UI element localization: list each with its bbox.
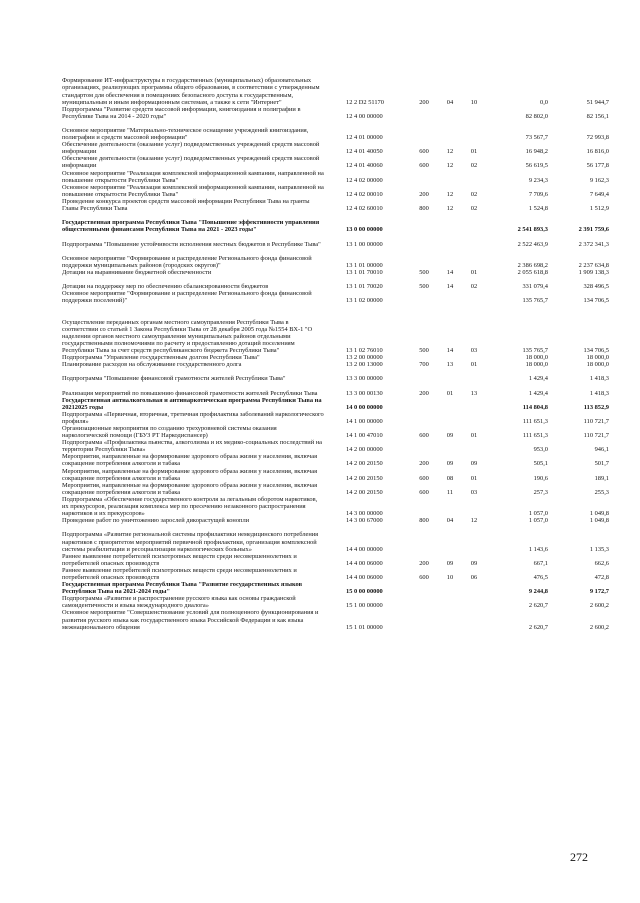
row-amount-2023: 82 156,1 [586, 112, 609, 120]
row-description: Основное мероприятие "Формирование и распределение Регионального фонда финансовой поддержки муниципальных районов (городских округов)" [62, 254, 312, 269]
row-amount-2023: 1 512,9 [589, 205, 609, 213]
row-code: 15 1 01 00000 [346, 623, 383, 631]
row-amount-2022: 82 802,0 [525, 112, 548, 120]
row-amount-2022: 135 765,7 [522, 346, 548, 354]
row-expense-type: 500 [419, 346, 429, 354]
row-code: 12 4 02 00000 [346, 176, 383, 184]
row-code: 13 2 00 00000 [346, 354, 383, 362]
row-code: 15 0 00 00000 [346, 588, 383, 596]
table-row [0, 276, 640, 290]
row-expense-type: 800 [419, 205, 429, 213]
row-amount-2023: 110 721,7 [583, 432, 609, 440]
table-row [0, 581, 640, 595]
row-amount-2022: 111 651,3 [522, 417, 548, 425]
row-code: 15 1 00 00000 [346, 602, 383, 610]
row-amount-2022: 2 620,7 [528, 602, 548, 610]
row-section: 12 [446, 190, 454, 198]
row-amount-2023: 1 909 138,3 [578, 268, 609, 276]
row-code: 12 4 00 00000 [346, 112, 383, 120]
row-code: 14 1 00 47010 [346, 432, 383, 440]
row-description: Раннее выявление потребителей психотропных веществ среди несовершеннолетних и потребителей опасных производств [62, 566, 297, 581]
row-section: 14 [446, 346, 454, 354]
row-amount-2022: 16 948,2 [525, 148, 548, 156]
row-amount-2022: 56 619,5 [525, 162, 548, 170]
row-code: 13 1 01 70010 [346, 268, 383, 276]
row-amount-2022: 0,0 [540, 98, 548, 106]
row-subsection: 01 [470, 361, 478, 369]
row-amount-2022: 135 765,7 [522, 297, 548, 305]
row-section: 04 [446, 98, 454, 106]
row-section: 12 [446, 162, 454, 170]
table-row [0, 453, 640, 467]
row-subsection: 02 [470, 205, 478, 213]
table-row [0, 233, 640, 247]
page-number: 272 [570, 850, 588, 864]
row-code: 14 2 00 20150 [346, 474, 383, 482]
row-amount-2023: 110 721,7 [583, 417, 609, 425]
row-amount-2023: 1 135,3 [589, 545, 609, 553]
row-description: Основное мероприятие "Совершенствование условий для полноценного функционирования и развития русского языка как государственного языка Российской Федерации и как языка межнационального общения [62, 609, 319, 631]
row-amount-2023: 2 237 634,8 [578, 261, 609, 269]
row-description: Мероприятия, направленные на формирование здорового образа жизни у населения, включая сокращение потребления алкоголя и табака [62, 481, 318, 496]
row-amount-2023: 189,1 [594, 474, 609, 482]
row-code: 13 1 02 76010 [346, 346, 383, 354]
table-row [0, 304, 640, 354]
table-row [0, 517, 640, 524]
row-amount-2022: 2 522 463,9 [517, 240, 548, 248]
row-section: 09 [446, 460, 454, 468]
table-row [0, 468, 640, 482]
row-code: 12 4 02 60010 [346, 205, 383, 213]
table-row [0, 368, 640, 382]
row-amount-2023: 18 000,0 [586, 354, 609, 362]
row-amount-2023: 2 372 341,3 [578, 240, 609, 248]
row-description: Проведение работ по уничтожению зарослей дикорастущей конопли [62, 517, 250, 525]
table-row [0, 397, 640, 411]
row-amount-2023: 2 600,2 [589, 602, 609, 610]
row-subsection: 13 [470, 389, 478, 397]
row-description: Государственная антиалкогольная и антинаркотическая программа Республики Тыва на 20212025 годы [62, 396, 322, 411]
row-expense-type: 600 [419, 474, 429, 482]
row-code: 14 3 00 67000 [346, 517, 383, 525]
row-amount-2023: 1 049,8 [589, 517, 609, 525]
row-amount-2022: 2 541 893,3 [517, 226, 548, 234]
row-description: Государственная программа Республики Тыва "Развитие государственных языков Республики Тыва на 2021-2024 годы" [62, 581, 303, 596]
row-amount-2022: 257,3 [533, 488, 548, 496]
table-row [0, 120, 640, 141]
row-description: Основное мероприятие "Реализация комплексной информационной кампании, направленной на повышение открытости Республики Тыва" [62, 169, 324, 184]
row-amount-2023: 472,8 [594, 573, 609, 581]
row-amount-2022: 18 000,0 [525, 361, 548, 369]
table-row [0, 425, 640, 439]
row-amount-2022: 1 524,8 [528, 205, 548, 213]
row-code: 13 2 00 13000 [346, 361, 383, 369]
row-amount-2022: 2 620,7 [528, 623, 548, 631]
row-amount-2023: 1 049,8 [589, 510, 609, 518]
row-description: Подпрограмма «Развитие региональной системы профилактики немедицинского потребления наркотиков с приоритетом мероприятий первичной профилактики, организация комплексной системы реабилитации и ресоциализации наркологических больных» [62, 531, 319, 553]
row-amount-2023: 2 391 759,6 [578, 226, 609, 234]
row-amount-2023: 134 706,5 [583, 346, 609, 354]
table-row [0, 184, 640, 198]
row-code: 14 4 00 06000 [346, 573, 383, 581]
row-amount-2022: 9 234,3 [528, 176, 548, 184]
table-row [0, 269, 640, 276]
row-amount-2022: 505,1 [533, 460, 548, 468]
row-amount-2023: 255,3 [594, 488, 609, 496]
row-amount-2022: 111 651,3 [522, 432, 548, 440]
row-section: 14 [446, 268, 454, 276]
table-row [0, 198, 640, 212]
row-description: Подпрограмма "Управление государственным долгом Республики Тыва" [62, 354, 260, 362]
row-subsection: 10 [470, 98, 478, 106]
row-description: Осуществление переданных органам местного самоуправления Республики Тыва в соответствии со статьей 1 Закона Республики Тыва от 28 декабря 2005 года №1554 ВХ-1 "О наделении органов местного самоуправления муниципальных районов отдельными государственными полномочиями по расчету и предоставлению дотаций поселениям Республики Тыва за счет средств республиканского бюджета Республики Тыва" [62, 318, 313, 354]
row-amount-2023: 134 706,5 [583, 297, 609, 305]
row-code: 13 3 00 00130 [346, 389, 383, 397]
row-amount-2022: 2 386 698,2 [517, 261, 548, 269]
row-description: Подпрограмма "Повышение финансовой грамотности жителей Республики Тыва" [62, 375, 286, 383]
row-subsection: 01 [470, 432, 478, 440]
row-description: Основное мероприятие "Реализация комплексной информационной кампании, направленной на повышение открытости Республики Тыва" [62, 183, 324, 198]
row-section: 08 [446, 474, 454, 482]
row-code: 14 3 00 00000 [346, 510, 383, 518]
row-expense-type: 600 [419, 488, 429, 496]
row-code: 14 4 00 00000 [346, 545, 383, 553]
table-row [0, 439, 640, 453]
row-code: 12 4 01 00000 [346, 134, 383, 142]
row-amount-2023: 7 649,4 [589, 190, 609, 198]
row-amount-2022: 2 055 618,8 [517, 268, 548, 276]
row-description: Подпрограмма «Профилактика пьянства, алкоголизма и их медико-социальных последствий на территории Республики Тыва» [62, 439, 322, 454]
row-amount-2023: 9 172,7 [589, 588, 609, 596]
row-amount-2023: 51 944,7 [586, 98, 609, 106]
row-amount-2022: 18 000,0 [525, 354, 548, 362]
table-row [0, 553, 640, 567]
row-amount-2023: 16 816,0 [586, 148, 609, 156]
row-description: Подпрограмма «Первичная, вторичная, третичная профилактика заболеваний наркологического профиля» [62, 410, 324, 425]
table-row [0, 248, 640, 269]
table-row [0, 212, 640, 233]
row-code: 12 4 02 00010 [346, 190, 383, 198]
row-subsection: 02 [470, 283, 478, 291]
row-subsection: 01 [470, 474, 478, 482]
row-description: Мероприятия, направленные на формирование здорового образа жизни у населения, включая сокращение потребления алкоголя и табака [62, 453, 318, 468]
row-expense-type: 200 [419, 460, 429, 468]
table-row [0, 609, 640, 630]
table-row [0, 141, 640, 155]
row-subsection: 01 [470, 148, 478, 156]
row-amount-2022: 476,5 [533, 573, 548, 581]
row-amount-2022: 190,6 [533, 474, 548, 482]
row-code: 14 2 00 20150 [346, 460, 383, 468]
table-row [0, 524, 640, 552]
row-amount-2023: 56 177,8 [586, 162, 609, 170]
row-amount-2023: 18 000,0 [586, 361, 609, 369]
row-section: 12 [446, 148, 454, 156]
row-section: 12 [446, 205, 454, 213]
row-amount-2022: 331 079,4 [522, 283, 548, 291]
row-amount-2022: 1 057,0 [528, 510, 548, 518]
row-section: 10 [446, 573, 454, 581]
row-expense-type: 200 [419, 98, 429, 106]
row-subsection: 12 [470, 517, 478, 525]
row-expense-type: 700 [419, 361, 429, 369]
row-code: 13 1 01 70020 [346, 283, 383, 291]
row-code: 14 2 00 00000 [346, 446, 383, 454]
row-section: 13 [446, 361, 454, 369]
row-subsection: 02 [470, 190, 478, 198]
row-code: 12 4 01 40050 [346, 148, 383, 156]
row-amount-2022: 114 804,8 [522, 403, 548, 411]
row-amount-2022: 9 244,8 [528, 588, 548, 596]
row-amount-2022: 7 709,6 [528, 190, 548, 198]
row-code: 13 1 00 00000 [346, 240, 383, 248]
row-amount-2023: 946,1 [594, 446, 609, 454]
table-row [0, 290, 640, 304]
row-amount-2023: 501,7 [594, 460, 609, 468]
row-subsection: 06 [470, 573, 478, 581]
row-amount-2022: 1 143,6 [528, 545, 548, 553]
row-description: Обеспечение деятельности (оказание услуг) подведомственных учреждений средств массовой информации [62, 155, 320, 170]
budget-table [0, 56, 640, 631]
row-section: 09 [446, 432, 454, 440]
row-description: Планирование расходов на обслуживание государственного долга [62, 361, 242, 369]
row-description: Подпрограмма «Обеспечение государственного контроля за легальным оборотом наркотиков, их прекурсоров, реализация комплекса мер по пресечению незаконного распространения наркотиков и их прекурсоров» [62, 495, 318, 518]
row-section: 04 [446, 517, 454, 525]
table-row [0, 56, 640, 106]
row-expense-type: 800 [419, 517, 429, 525]
row-code: 12 2 D2 51170 [346, 98, 384, 106]
row-amount-2023: 9 162,3 [589, 176, 609, 184]
row-subsection: 03 [470, 346, 478, 354]
table-row [0, 155, 640, 169]
row-expense-type: 500 [419, 268, 429, 276]
row-amount-2023: 1 418,3 [589, 375, 609, 383]
row-code: 14 0 00 00000 [346, 403, 383, 411]
row-code: 13 0 00 00000 [346, 226, 383, 234]
row-section: 01 [446, 389, 454, 397]
table-row [0, 106, 640, 120]
row-description: Государственная программа Республики Тыва "Повышение эффективности управления общественными финансами Республики Тыва на 2021 - 2023 годы" [62, 219, 320, 234]
row-code: 14 4 00 06000 [346, 559, 383, 567]
row-code: 12 4 01 40060 [346, 162, 383, 170]
row-description: Дотации на поддержку мер по обеспечению сбалансированности бюджетов [62, 283, 269, 291]
row-amount-2023: 72 993,8 [586, 134, 609, 142]
row-expense-type: 200 [419, 190, 429, 198]
row-description: Проведение конкурса проектов средств массовой информации Республики Тыва на гранты Главы Республики Тыва [62, 197, 310, 213]
row-amount-2023: 2 600,2 [589, 623, 609, 631]
row-amount-2022: 1 429,4 [528, 389, 548, 397]
row-description: Реализация мероприятий по повышению финансовой грамотности жителей Республики Тыва [62, 389, 318, 397]
row-expense-type: 500 [419, 283, 429, 291]
row-expense-type: 200 [419, 559, 429, 567]
row-subsection: 03 [470, 488, 478, 496]
row-expense-type: 600 [419, 148, 429, 156]
row-subsection: 01 [470, 268, 478, 276]
row-amount-2023: 113 852,9 [583, 403, 609, 411]
table-row [0, 496, 640, 517]
row-code: 13 3 00 00000 [346, 375, 383, 383]
table-row [0, 382, 640, 396]
row-amount-2022: 953,0 [533, 446, 548, 454]
row-code: 14 2 00 20150 [346, 488, 383, 496]
row-amount-2023: 662,6 [594, 559, 609, 567]
row-subsection: 09 [470, 559, 478, 567]
table-row [0, 411, 640, 425]
table-row [0, 567, 640, 581]
table-row [0, 595, 640, 609]
table-row [0, 361, 640, 368]
row-amount-2022: 667,1 [533, 559, 548, 567]
row-description: Формирование ИТ-инфраструктуры в государственных (муниципальных) образовательных организациях, реализующих программы общего образования, в соответствии с утвержденным стандартом для обеспечения в помещениях безопасного доступа к государственным, муниципальным и иным информационным системам, а также к сети "Интернет" [62, 77, 320, 106]
row-section: 14 [446, 283, 454, 291]
table-row [0, 354, 640, 361]
row-description: Организационные мероприятия по созданию трехуровневой системы оказания наркологической помощи (ГБУЗ РТ Наркодиспансер) [62, 424, 277, 440]
row-code: 13 1 02 00000 [346, 297, 383, 305]
row-subsection: 02 [470, 162, 478, 170]
row-code: 14 1 00 00000 [346, 417, 383, 425]
row-expense-type: 600 [419, 573, 429, 581]
row-description: Основное мероприятие "Формирование и распределение Регионального фонда финансовой поддержки поселений)" [62, 290, 312, 305]
row-description: Подпрограмма "Повышение устойчивости исполнения местных бюджетов в Республике Тыва" [62, 240, 321, 248]
row-amount-2022: 1 429,4 [528, 375, 548, 383]
row-amount-2023: 1 418,3 [589, 389, 609, 397]
row-expense-type: 600 [419, 162, 429, 170]
row-amount-2023: 328 496,5 [583, 283, 609, 291]
row-section: 11 [446, 488, 454, 496]
row-description: Подпрограмма "Развитие средств массовой информации, книгоиздания и полиграфии в Республике Тыва на 2014 - 2020 годы" [62, 105, 301, 120]
table-row [0, 170, 640, 184]
row-section: 09 [446, 559, 454, 567]
row-description: Мероприятия, направленные на формирование здорового образа жизни у населения, включая сокращение потребления алкоголя и табака [62, 467, 318, 482]
table-row [0, 482, 640, 496]
row-description: Обеспечение деятельности (оказание услуг) подведомственных учреждений средств массовой информации [62, 141, 320, 156]
row-description: Раннее выявление потребителей психотропных веществ среди несовершеннолетних и потребителей опасных производств [62, 552, 297, 567]
row-code: 13 1 01 00000 [346, 261, 383, 269]
row-amount-2022: 1 057,0 [528, 517, 548, 525]
row-expense-type: 200 [419, 389, 429, 397]
row-description: Подпрограмма «Развитие и распространение русского языка как основы гражданской самоидентичности и языка международного диалога» [62, 595, 296, 610]
row-subsection: 09 [470, 460, 478, 468]
row-description: Основное мероприятие "Материально-техническое оснащение учреждений книгоиздания, полиграфии и средств массовой информации" [62, 126, 309, 142]
row-amount-2022: 73 567,7 [525, 134, 548, 142]
row-description: Дотации на выравнивание бюджетной обеспеченности [62, 268, 212, 276]
row-expense-type: 600 [419, 432, 429, 440]
